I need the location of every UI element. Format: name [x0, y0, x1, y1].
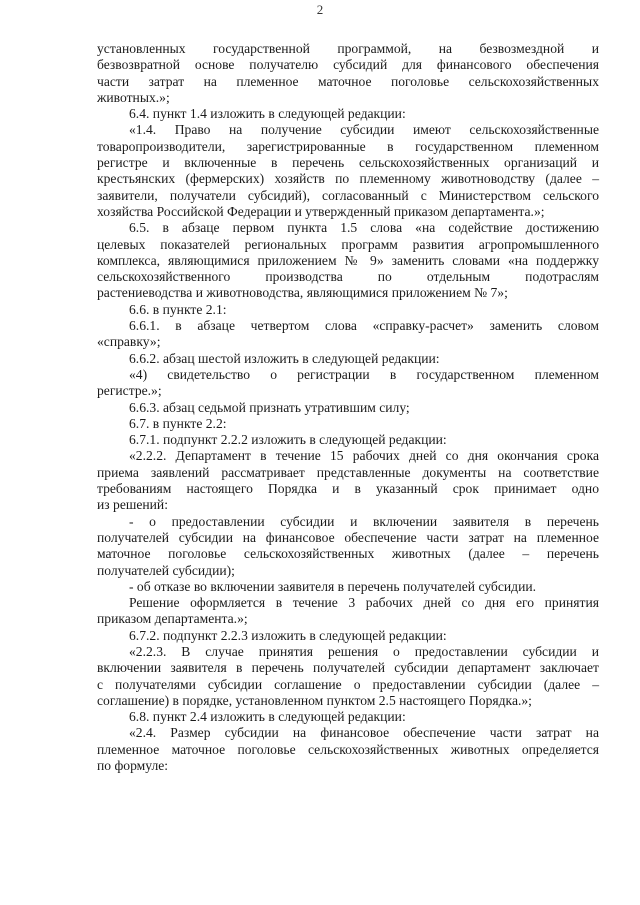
text-line: соглашение) в порядке, установленном пунктом 2.5 настоящего Порядка.»; — [97, 692, 532, 708]
text-line: 6.7.2. подпункт 2.2.3 изложить в следующей редакции: — [129, 627, 447, 643]
text-line: «2.2.3. В случае принятия решения о предоставлении субсидии и — [129, 643, 599, 659]
text-line: 6.7. в пункте 2.2: — [129, 415, 227, 431]
text-line: установленных государственной программой, на безвозмездной и — [97, 41, 599, 56]
text-line: комплекса, являющимися приложением № 9» заменить словами «на поддержку — [97, 252, 599, 268]
text-line: растениеводства и животноводства, являющимися приложением № 7»; — [97, 285, 508, 301]
text-line: хозяйства Российской Федерации и утвержденный приказом департамента.»; — [97, 203, 545, 219]
text-line: требованиям настоящего Порядка и в указанный срок принимает одно — [97, 481, 599, 497]
text-line: «4) свидетельство о регистрации в государственном племенном — [129, 366, 599, 382]
text-line: 6.6. в пункте 2.1: — [129, 301, 227, 317]
text-line: приказом департамента.»; — [97, 611, 248, 627]
text-line: регистре и включенные в перечень сельскохозяйственных организаций и — [97, 155, 599, 171]
text-line: 6.6.3. абзац седьмой признать утратившим силу; — [129, 399, 410, 415]
text-line: - о предоставлении субсидии и включении заявителя в перечень — [129, 513, 599, 529]
text-line: 6.6.1. в абзаце четвертом слова «справку-расчет» заменить словом — [129, 318, 599, 334]
text-line: целевых показателей региональных программ развития агропромышленного — [97, 236, 599, 252]
text-line: 6.8. пункт 2.4 изложить в следующей редакции: — [129, 709, 406, 725]
text-line: животных.»; — [97, 89, 170, 105]
text-line: части затрат на племенное маточное поголовье сельскохозяйственных — [97, 73, 599, 89]
text-line: крестьянских (фермерских) хозяйств по племенному животноводству (далее – — [97, 171, 599, 187]
text-line: - об отказе во включении заявителя в перечень получателей субсидии. — [129, 578, 537, 594]
text-line: 6.6.2. абзац шестой изложить в следующей редакции: — [129, 350, 440, 366]
text-line: приема заявлений рассматривает представленные документы на соответствие — [97, 464, 599, 480]
text-line: племенное маточное поголовье сельскохозяйственных животных определяется — [97, 741, 599, 757]
text-line: включении заявителя в перечень получателей субсидии департамент заключает — [97, 660, 599, 676]
text-line: получателей субсидии); — [97, 562, 235, 578]
text-line: 6.4. пункт 1.4 изложить в следующей редакции: — [129, 106, 406, 122]
page-number: 2 — [316, 2, 324, 17]
text-line: безвозвратной основе получателю субсидий для финансового обеспечения — [97, 57, 599, 73]
text-line: регистре.»; — [97, 383, 162, 399]
text-line: 6.5. в абзаце первом пункта 1.5 слова «на содействие достижению — [129, 220, 599, 236]
text-line: получателей субсидии на финансовое обеспечение части затрат на племенное — [97, 529, 599, 545]
text-line: «1.4. Право на получение субсидии имеют сельскохозяйственные — [129, 122, 599, 138]
text-line: маточное поголовье сельскохозяйственных животных (далее – перечень — [97, 546, 599, 562]
text-line: товаропроизводители, зарегистрированные в государственном племенном — [97, 138, 599, 154]
text-line: Решение оформляется в течение 3 рабочих дней со дня его принятия — [129, 595, 599, 611]
text-line: «2.4. Размер субсидии на финансовое обеспечение части затрат на — [129, 725, 599, 741]
text-line: с получателями субсидии соглашение о предоставлении субсидии (далее – — [97, 676, 599, 692]
document-body — [97, 41, 599, 774]
text-line: по формуле: — [97, 758, 169, 774]
text-line: «справку»; — [97, 334, 161, 350]
text-line: из решений: — [97, 497, 168, 513]
text-line: «2.2.2. Департамент в течение 15 рабочих дней со дня окончания срока — [129, 448, 599, 464]
text-line: 6.7.1. подпункт 2.2.2 изложить в следующей редакции: — [129, 432, 447, 448]
text-line: сельскохозяйственного производства по отдельным подотраслям — [97, 269, 599, 285]
text-line: заявители, получатели субсидий), согласованный с Министерством сельского — [97, 187, 599, 203]
